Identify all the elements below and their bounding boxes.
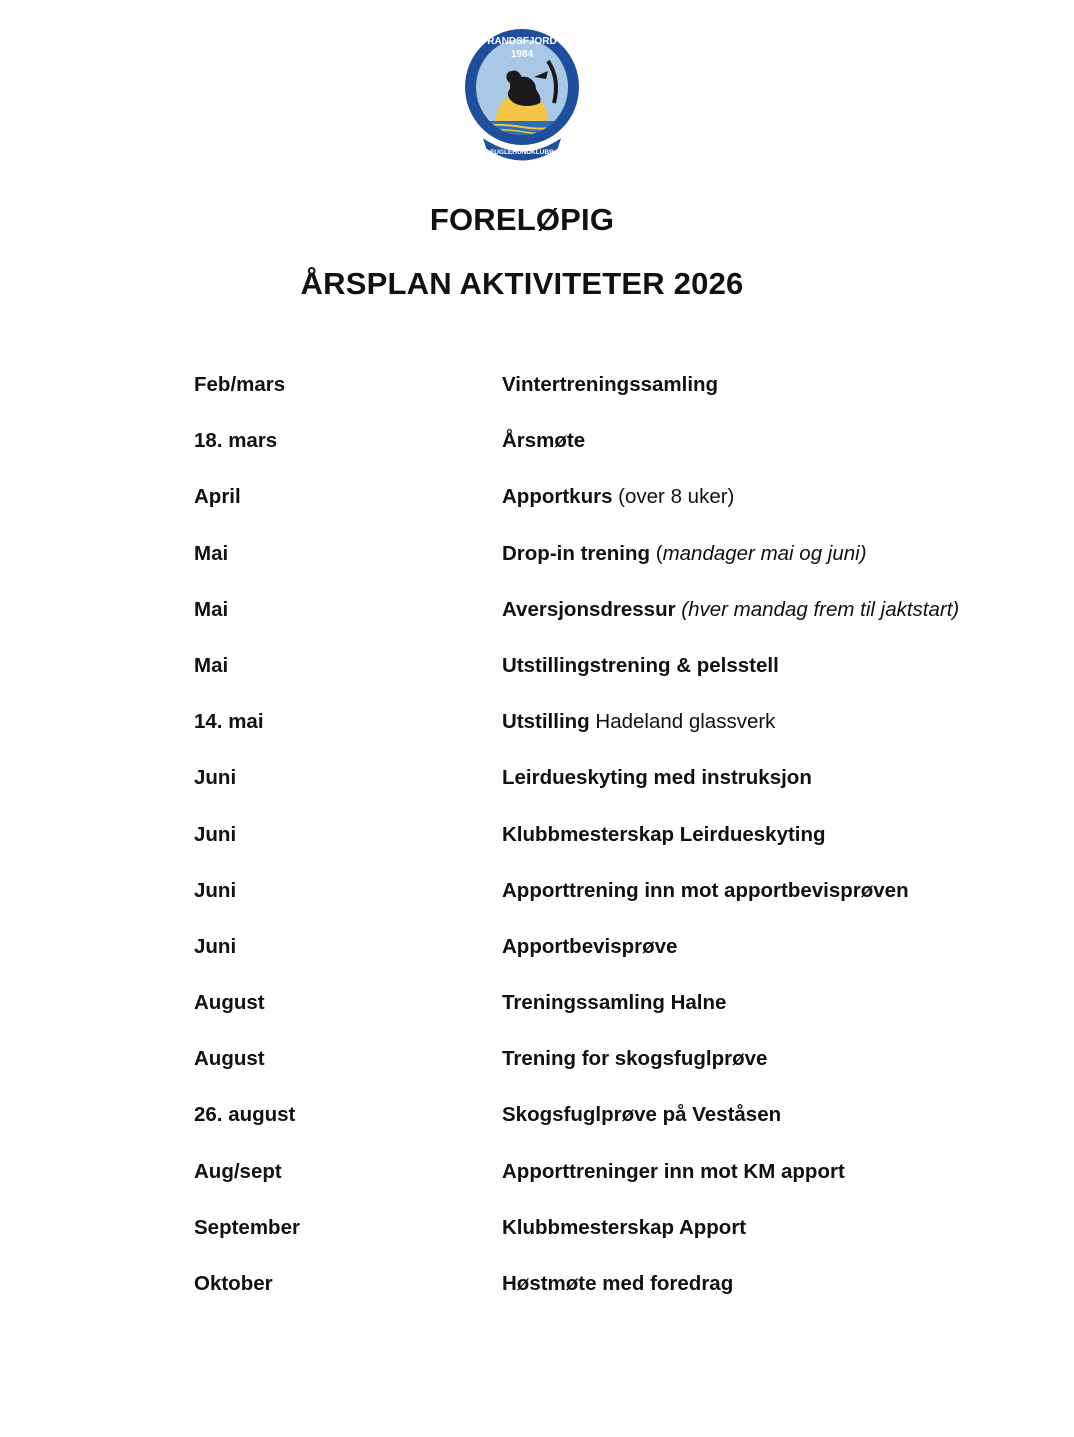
schedule-date: April xyxy=(194,485,241,509)
schedule-date: August xyxy=(194,991,265,1015)
schedule-activity xyxy=(502,763,812,793)
activity-title: Leirdueskyting med instruksjon xyxy=(502,766,812,790)
schedule-row xyxy=(194,1213,1054,1269)
schedule-row xyxy=(194,370,1054,426)
activity-title: Apportbevisprøve xyxy=(502,934,678,958)
schedule-date: Mai xyxy=(194,653,229,677)
schedule-activity xyxy=(502,988,726,1018)
schedule-date: September xyxy=(194,1215,300,1239)
schedule-row xyxy=(194,1157,1054,1213)
activity-title: Apportkurs xyxy=(502,485,613,509)
schedule-activity xyxy=(502,820,826,850)
activity-title: Trening for skogsfuglprøve xyxy=(502,1047,768,1071)
schedule-activity xyxy=(502,1269,733,1299)
schedule-row xyxy=(194,482,1054,538)
schedule-date: Mai xyxy=(194,541,229,565)
schedule-date: Aug/sept xyxy=(194,1159,282,1183)
schedule-row xyxy=(194,1100,1054,1156)
title-preliminary: FORELØPIG xyxy=(429,202,615,237)
activity-title: Klubbmesterskap Apport xyxy=(502,1215,747,1239)
schedule-date: 18. mars xyxy=(194,429,278,453)
activity-title: Skogsfuglprøve på Veståsen xyxy=(502,1103,782,1127)
schedule-row xyxy=(194,763,1054,819)
activity-detail: Hadeland glassverk xyxy=(589,710,776,734)
activity-title: Årsmøte xyxy=(502,429,586,453)
schedule-date: Juni xyxy=(194,766,237,790)
schedule-row xyxy=(194,707,1054,763)
schedule-date: 14. mai xyxy=(194,710,264,734)
schedule-activity xyxy=(502,482,734,512)
activity-title: Utstillingstrening & pelsstell xyxy=(502,653,779,677)
schedule-date: August xyxy=(194,1047,265,1071)
activity-note: mandager mai og juni) xyxy=(662,541,867,565)
schedule-row xyxy=(194,820,1054,876)
club-logo xyxy=(462,27,582,163)
schedule-activity xyxy=(502,370,718,400)
schedule-activity xyxy=(502,1100,781,1130)
activity-title: Høstmøte med foredrag xyxy=(502,1272,734,1295)
schedule-row xyxy=(194,426,1054,482)
schedule-date: 26. august xyxy=(194,1103,296,1127)
schedule-date: Oktober xyxy=(194,1272,273,1295)
schedule-row xyxy=(194,932,1054,988)
schedule-row xyxy=(194,595,1054,651)
activity-title: Utstilling xyxy=(502,710,590,734)
title-annual-plan: ÅRSPLAN AKTIVITETER 2026 xyxy=(300,266,744,301)
schedule-activity xyxy=(502,876,909,906)
schedule-activity xyxy=(502,1213,746,1243)
schedule-activity xyxy=(502,426,585,456)
activity-title: Vintertreningssamling xyxy=(502,373,719,396)
schedule-row xyxy=(194,1044,1054,1100)
schedule-row xyxy=(194,651,1054,707)
activity-detail: (over 8 uker) xyxy=(612,485,735,509)
logo-year: 1984 xyxy=(510,49,534,60)
schedule-activity xyxy=(502,1157,845,1187)
activity-note: (hver mandag frem til jaktstart) xyxy=(681,597,960,621)
schedule-date: Mai xyxy=(194,597,229,621)
schedule-activity xyxy=(502,595,959,625)
activity-title: Klubbmesterskap Leirdueskyting xyxy=(502,822,826,846)
schedule-activity xyxy=(502,707,775,737)
activity-title: Apporttreninger inn mot KM apport xyxy=(502,1159,845,1183)
schedule-row xyxy=(194,988,1054,1044)
schedule-activity xyxy=(502,539,867,569)
schedule-date: Juni xyxy=(194,934,237,958)
logo-bottom-text: FUGLEHUNDKLUBB xyxy=(490,149,554,156)
schedule-row xyxy=(194,876,1054,932)
schedule-row xyxy=(194,539,1054,595)
activity-title: Aversjonsdressur xyxy=(502,597,676,621)
schedule-activity xyxy=(502,932,677,962)
activity-title: Apporttrening inn mot apportbevisprøven xyxy=(502,878,909,902)
schedule-date: Juni xyxy=(194,878,237,902)
logo-top-text: RANDSFJORD xyxy=(487,36,557,47)
activity-title: Drop-in trening xyxy=(502,541,651,565)
schedule-date: Juni xyxy=(194,822,237,846)
activity-schedule xyxy=(194,370,1054,1325)
activity-title: Treningssamling Halne xyxy=(502,991,727,1015)
schedule-row xyxy=(194,1269,1054,1325)
schedule-date: Feb/mars xyxy=(194,373,286,396)
activity-detail: ( xyxy=(650,541,663,565)
schedule-activity xyxy=(502,1044,767,1074)
schedule-activity xyxy=(502,651,779,681)
